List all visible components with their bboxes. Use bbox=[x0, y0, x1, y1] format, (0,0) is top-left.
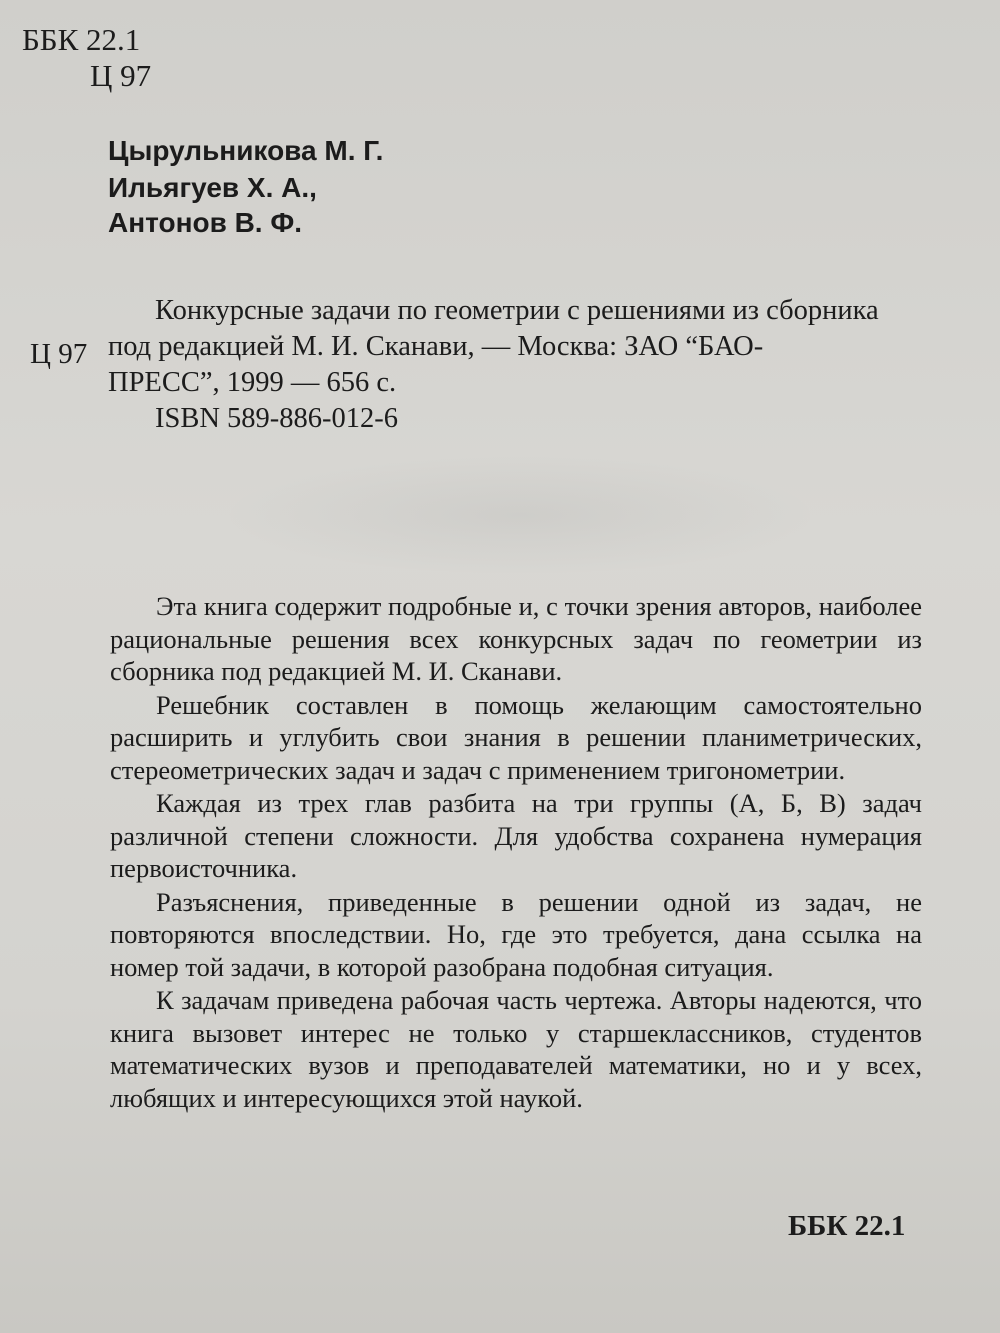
annotation bbox=[110, 590, 922, 1115]
annotation-paragraph: Решебник составлен в помощь желающим самостоятельно расширить и углубить свои знания в решении планиметрических, стереометрических задач и задач с применением тригонометрии. bbox=[110, 689, 922, 785]
reference-line-2: под редакцией М. И. Сканави, — Москва: ЗАО “БАО- bbox=[108, 331, 764, 362]
author-code: Ц 97 bbox=[90, 58, 152, 93]
reference-line-3: ПРЕСС”, 1999 — 656 с. bbox=[108, 367, 397, 398]
annotation-paragraph: Каждая из трех глав разбита на три группы (А, Б, В) задач различной степени сложности. Для удобства сохранена нумерация первоисточника. bbox=[110, 788, 922, 883]
author-3: Антонов В. Ф. bbox=[108, 207, 303, 238]
reference-line-1: Конкурсные задачи по геометрии с решениями из сборника bbox=[155, 295, 879, 326]
bbk-footer: ББК 22.1 bbox=[788, 1210, 906, 1242]
isbn: ISBN 589-886-012-6 bbox=[155, 403, 399, 434]
author-2: Ильягуев Х. А., bbox=[108, 172, 317, 203]
annotation-paragraph: Разъяснения, приведенные в решении одной из задач, не повторяются впоследствии. Но, где это требуется, дана ссылка на номер той задачи, в которой разобрана подобная ситуация. bbox=[110, 886, 922, 982]
bbk-classification: ББК 22.1 bbox=[22, 22, 141, 57]
author-1: Цырульникова М. Г. bbox=[108, 135, 384, 166]
annotation-paragraph: Эта книга содержит подробные и, с точки зрения авторов, наиболее рациональные решения всех конкурсных задач по геометрии из сборника под редакцией М. И. Сканави. bbox=[110, 591, 922, 686]
side-author-code: Ц 97 bbox=[30, 338, 88, 370]
annotation-paragraph: К задачам приведена рабочая часть чертежа. Авторы надеются, что книга вызовет интерес не только у старшеклассников, студентов математических вузов и преподавателей математики, но и у всех, любящих и интересующихся этой наукой. bbox=[110, 985, 922, 1113]
show-through-shadow bbox=[220, 455, 820, 575]
